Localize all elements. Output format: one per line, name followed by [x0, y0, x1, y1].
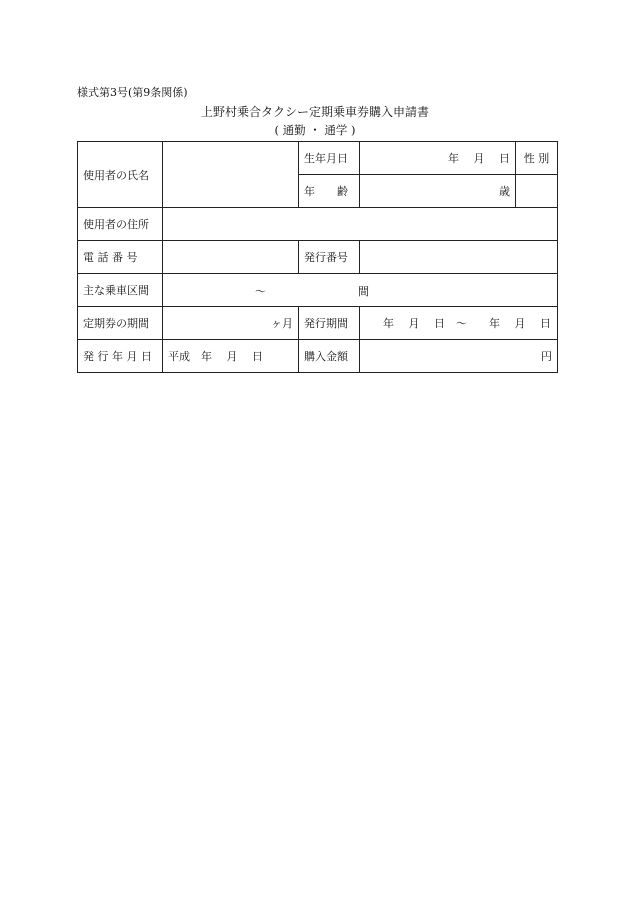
birth-date-field[interactable]: 年 月 日: [360, 142, 516, 175]
table-row-section: [78, 274, 558, 307]
section-tilde: 〜: [255, 285, 266, 298]
gender-field[interactable]: [516, 175, 558, 208]
issue-date-field[interactable]: 平成 年 月 日: [163, 340, 299, 373]
term-field[interactable]: ヶ月: [163, 307, 299, 340]
table-row-phone: [78, 241, 558, 274]
section-field[interactable]: [163, 274, 558, 307]
name-label: 使用者の氏名: [78, 142, 163, 208]
phone-label: 電 話 番 号: [78, 241, 163, 274]
name-field[interactable]: [163, 142, 299, 208]
address-label: 使用者の住所: [78, 208, 163, 241]
issue-number-field[interactable]: [360, 241, 558, 274]
age-field[interactable]: 歳: [360, 175, 516, 208]
page-title: 上野村乗合タクシー定期乗車券購入申請書: [200, 105, 429, 119]
issue-period-label: 発行期間: [299, 307, 360, 340]
age-label: 年 齢: [299, 175, 360, 208]
section-label: 主な乗車区間: [78, 274, 163, 307]
section-unit: 間: [358, 285, 369, 298]
table-row-term: [78, 307, 558, 340]
application-form-table: [77, 141, 558, 373]
form-number: 様式第3号(第9条関係): [77, 86, 188, 99]
table-row-issue-date: [78, 340, 558, 373]
issue-number-label: 発行番号: [299, 241, 360, 274]
amount-label: 購入金額: [299, 340, 360, 373]
gender-label: 性 別: [516, 142, 558, 175]
birth-date-label: 生年月日: [299, 142, 360, 175]
table-row-address: [78, 208, 558, 241]
address-field[interactable]: [163, 208, 558, 241]
issue-period-field[interactable]: 年 月 日 〜 年 月 日: [360, 307, 558, 340]
table-row-name-birth: [78, 142, 558, 175]
page-subtitle: ( 通勤 ・ 通学 ): [274, 123, 356, 137]
term-label: 定期券の期間: [78, 307, 163, 340]
phone-field[interactable]: [163, 241, 299, 274]
amount-field[interactable]: 円: [360, 340, 558, 373]
issue-date-label: 発 行 年 月 日: [78, 340, 163, 373]
